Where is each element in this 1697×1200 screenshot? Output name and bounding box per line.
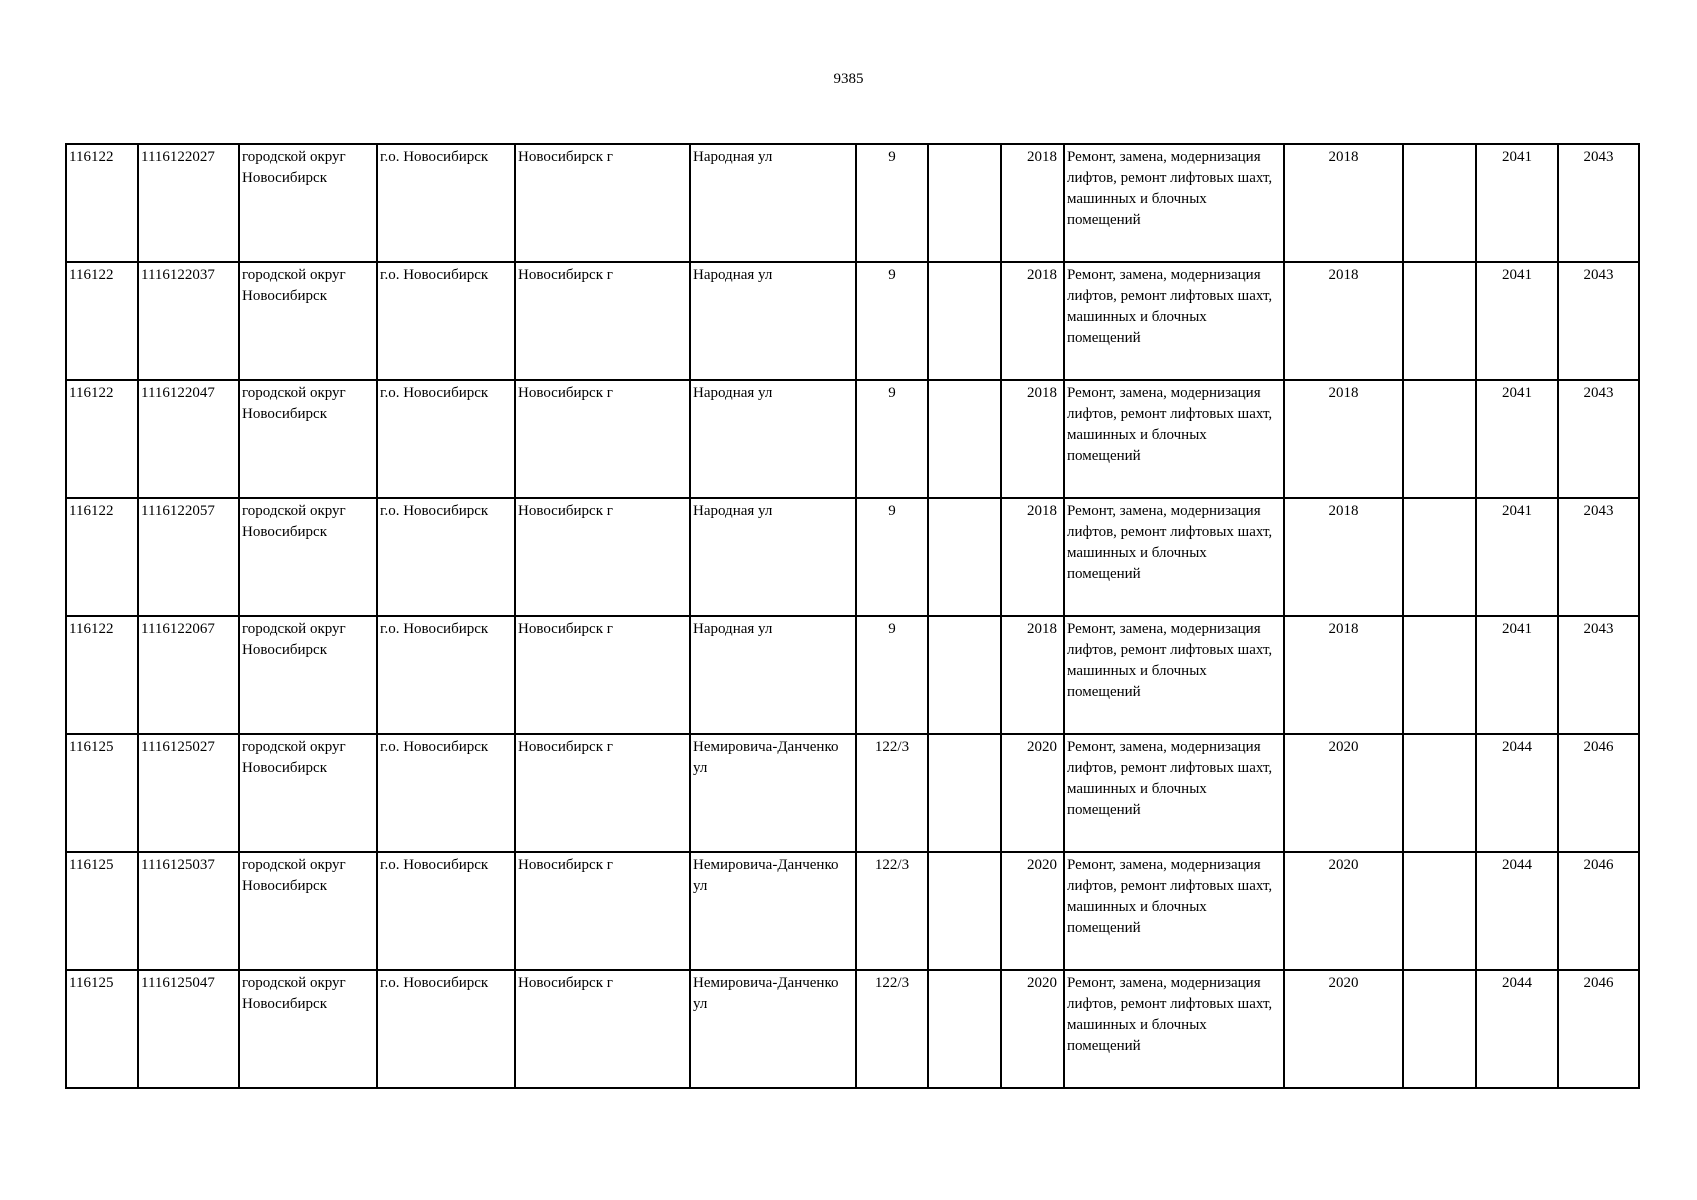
cell-year-a: 2020 — [1001, 970, 1064, 1088]
cell-house: 9 — [856, 144, 928, 262]
cell-house: 9 — [856, 498, 928, 616]
cell-street: Немировича-Данченко ул — [690, 970, 856, 1088]
cell-extra — [1403, 262, 1476, 380]
cell-street: Народная ул — [690, 380, 856, 498]
cell-id: 116125 — [66, 970, 138, 1088]
cell-year-d: 2043 — [1558, 144, 1639, 262]
cell-building — [928, 144, 1001, 262]
cell-year-b: 2018 — [1284, 498, 1403, 616]
cell-id: 116122 — [66, 144, 138, 262]
cell-code: 1116122067 — [138, 616, 239, 734]
cell-code: 1116125047 — [138, 970, 239, 1088]
cell-year-c: 2041 — [1476, 498, 1558, 616]
cell-year-b: 2018 — [1284, 616, 1403, 734]
cell-street: Народная ул — [690, 616, 856, 734]
cell-extra — [1403, 498, 1476, 616]
cell-year-a: 2018 — [1001, 616, 1064, 734]
cell-id: 116122 — [66, 262, 138, 380]
cell-municipality: городской округ Новосибирск — [239, 498, 377, 616]
cell-city: Новосибирск г — [515, 852, 690, 970]
table-row — [66, 380, 1639, 498]
cell-year-b: 2018 — [1284, 380, 1403, 498]
cell-district: г.о. Новосибирск — [377, 970, 515, 1088]
cell-extra — [1403, 616, 1476, 734]
cell-year-a: 2020 — [1001, 734, 1064, 852]
cell-building — [928, 734, 1001, 852]
cell-street: Народная ул — [690, 262, 856, 380]
cell-extra — [1403, 852, 1476, 970]
cell-extra — [1403, 380, 1476, 498]
cell-code: 1116122047 — [138, 380, 239, 498]
cell-year-b: 2018 — [1284, 262, 1403, 380]
table-row — [66, 616, 1639, 734]
cell-house: 9 — [856, 616, 928, 734]
cell-extra — [1403, 734, 1476, 852]
cell-building — [928, 380, 1001, 498]
cell-year-b: 2020 — [1284, 734, 1403, 852]
cell-code: 1116122027 — [138, 144, 239, 262]
cell-year-c: 2041 — [1476, 380, 1558, 498]
table-row — [66, 734, 1639, 852]
cell-work-type: Ремонт, замена, модернизация лифтов, ремонт лифтовых шахт, машинных и блочных помещений — [1064, 262, 1284, 380]
cell-code: 1116122037 — [138, 262, 239, 380]
cell-id: 116122 — [66, 380, 138, 498]
cell-district: г.о. Новосибирск — [377, 852, 515, 970]
registry-body — [66, 144, 1639, 1088]
cell-year-b: 2018 — [1284, 144, 1403, 262]
cell-year-a: 2018 — [1001, 144, 1064, 262]
registry-table — [65, 143, 1640, 1089]
cell-municipality: городской округ Новосибирск — [239, 616, 377, 734]
cell-code: 1116125037 — [138, 852, 239, 970]
cell-district: г.о. Новосибирск — [377, 380, 515, 498]
cell-year-d: 2046 — [1558, 970, 1639, 1088]
cell-municipality: городской округ Новосибирск — [239, 734, 377, 852]
cell-district: г.о. Новосибирск — [377, 498, 515, 616]
cell-extra — [1403, 144, 1476, 262]
cell-year-c: 2041 — [1476, 262, 1558, 380]
cell-municipality: городской округ Новосибирск — [239, 970, 377, 1088]
table-row — [66, 852, 1639, 970]
cell-city: Новосибирск г — [515, 498, 690, 616]
cell-year-c: 2044 — [1476, 852, 1558, 970]
cell-code: 1116122057 — [138, 498, 239, 616]
cell-work-type: Ремонт, замена, модернизация лифтов, ремонт лифтовых шахт, машинных и блочных помещений — [1064, 970, 1284, 1088]
cell-municipality: городской округ Новосибирск — [239, 852, 377, 970]
cell-city: Новосибирск г — [515, 144, 690, 262]
cell-house: 122/3 — [856, 852, 928, 970]
cell-year-b: 2020 — [1284, 970, 1403, 1088]
table-row — [66, 498, 1639, 616]
cell-year-d: 2046 — [1558, 734, 1639, 852]
cell-id: 116125 — [66, 852, 138, 970]
page-number: 9385 — [833, 71, 864, 87]
cell-city: Новосибирск г — [515, 616, 690, 734]
cell-year-c: 2041 — [1476, 616, 1558, 734]
cell-id: 116122 — [66, 616, 138, 734]
cell-city: Новосибирск г — [515, 380, 690, 498]
cell-city: Новосибирск г — [515, 262, 690, 380]
table-row — [66, 970, 1639, 1088]
cell-municipality: городской округ Новосибирск — [239, 144, 377, 262]
cell-house: 122/3 — [856, 970, 928, 1088]
cell-work-type: Ремонт, замена, модернизация лифтов, ремонт лифтовых шахт, машинных и блочных помещений — [1064, 498, 1284, 616]
cell-street: Немировича-Данченко ул — [690, 734, 856, 852]
cell-year-d: 2043 — [1558, 498, 1639, 616]
cell-district: г.о. Новосибирск — [377, 734, 515, 852]
table-row — [66, 262, 1639, 380]
cell-street: Народная ул — [690, 498, 856, 616]
cell-city: Новосибирск г — [515, 970, 690, 1088]
cell-work-type: Ремонт, замена, модернизация лифтов, ремонт лифтовых шахт, машинных и блочных помещений — [1064, 616, 1284, 734]
cell-year-a: 2018 — [1001, 380, 1064, 498]
cell-municipality: городской округ Новосибирск — [239, 262, 377, 380]
cell-street: Немировича-Данченко ул — [690, 852, 856, 970]
cell-year-c: 2044 — [1476, 970, 1558, 1088]
cell-year-d: 2043 — [1558, 262, 1639, 380]
cell-work-type: Ремонт, замена, модернизация лифтов, ремонт лифтовых шахт, машинных и блочных помещений — [1064, 144, 1284, 262]
cell-city: Новосибирск г — [515, 734, 690, 852]
cell-year-a: 2018 — [1001, 262, 1064, 380]
cell-building — [928, 498, 1001, 616]
cell-year-d: 2043 — [1558, 616, 1639, 734]
cell-work-type: Ремонт, замена, модернизация лифтов, ремонт лифтовых шахт, машинных и блочных помещений — [1064, 852, 1284, 970]
cell-municipality: городской округ Новосибирск — [239, 380, 377, 498]
cell-year-c: 2044 — [1476, 734, 1558, 852]
cell-work-type: Ремонт, замена, модернизация лифтов, ремонт лифтовых шахт, машинных и блочных помещений — [1064, 734, 1284, 852]
cell-year-b: 2020 — [1284, 852, 1403, 970]
cell-house: 9 — [856, 380, 928, 498]
cell-extra — [1403, 970, 1476, 1088]
cell-year-c: 2041 — [1476, 144, 1558, 262]
cell-year-d: 2043 — [1558, 380, 1639, 498]
table-row — [66, 144, 1639, 262]
cell-district: г.о. Новосибирск — [377, 262, 515, 380]
cell-year-a: 2020 — [1001, 852, 1064, 970]
cell-building — [928, 616, 1001, 734]
cell-house: 9 — [856, 262, 928, 380]
cell-year-d: 2046 — [1558, 852, 1639, 970]
cell-building — [928, 852, 1001, 970]
cell-work-type: Ремонт, замена, модернизация лифтов, ремонт лифтовых шахт, машинных и блочных помещений — [1064, 380, 1284, 498]
cell-house: 122/3 — [856, 734, 928, 852]
cell-code: 1116125027 — [138, 734, 239, 852]
cell-district: г.о. Новосибирск — [377, 616, 515, 734]
cell-building — [928, 262, 1001, 380]
cell-id: 116122 — [66, 498, 138, 616]
cell-id: 116125 — [66, 734, 138, 852]
cell-year-a: 2018 — [1001, 498, 1064, 616]
cell-district: г.о. Новосибирск — [377, 144, 515, 262]
cell-street: Народная ул — [690, 144, 856, 262]
cell-building — [928, 970, 1001, 1088]
